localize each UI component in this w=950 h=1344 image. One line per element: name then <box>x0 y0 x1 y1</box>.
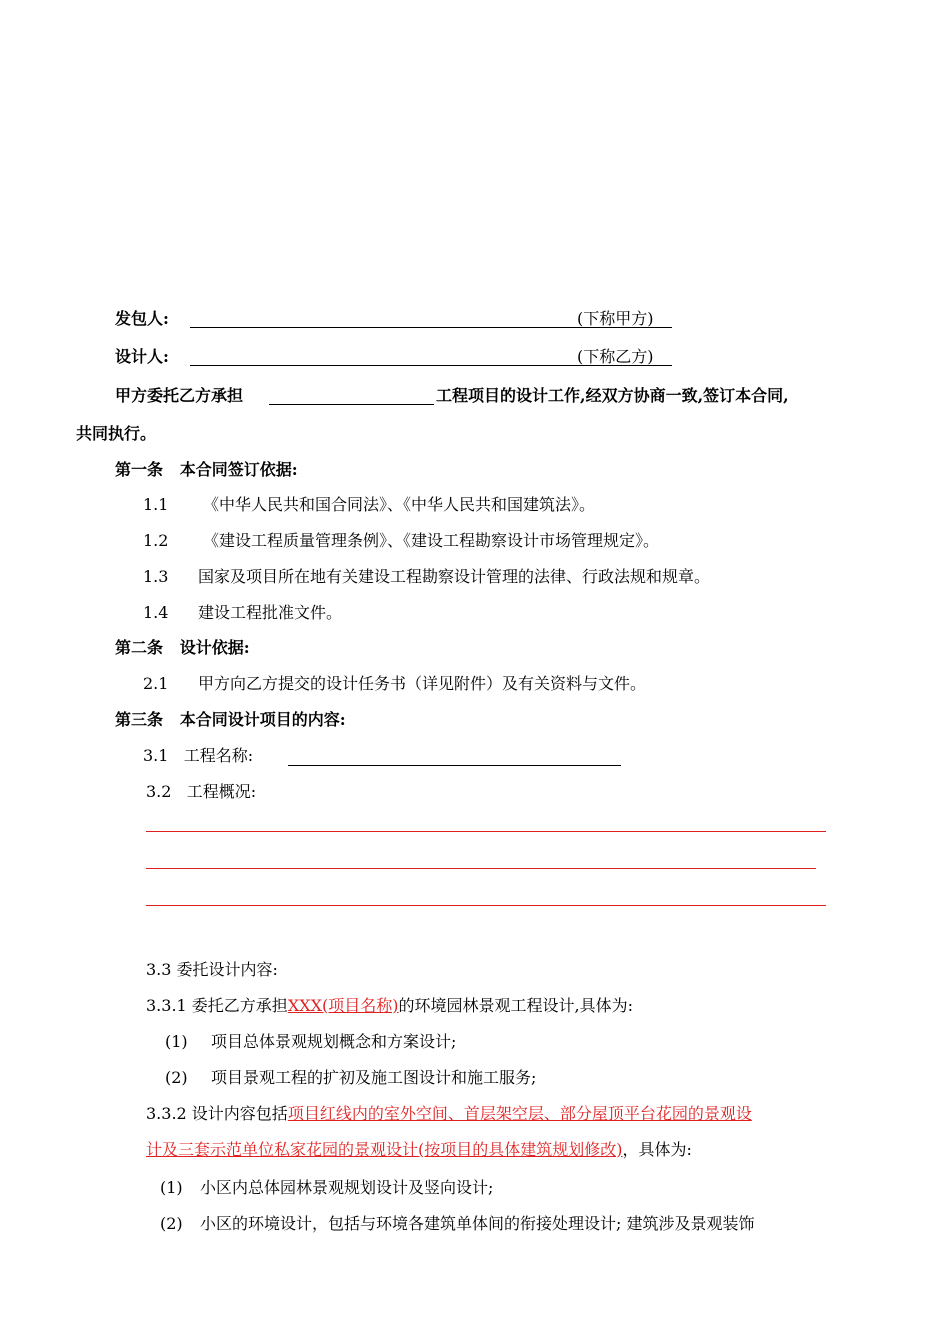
article1-item-num: 1.3 <box>143 567 169 586</box>
commission-label: 3.3 委托设计内容: <box>146 960 278 979</box>
article3-title: 第三条 本合同设计项目的内容: <box>115 710 346 729</box>
c331-item-text: 项目总体景观规划概念和方案设计; <box>211 1032 457 1051</box>
article1-item-text: 国家及项目所在地有关建设工程勘察设计管理的法律、行政法规和规章。 <box>198 567 711 586</box>
c332-item-num: (1) <box>160 1178 183 1197</box>
employer-label: 发包人: <box>115 309 169 328</box>
employer-suffix: (下称甲方) <box>577 309 654 328</box>
clause-332-line1 <box>146 1104 752 1124</box>
c331-item-num: (1) <box>165 1032 188 1051</box>
designer-suffix: (下称乙方) <box>577 347 654 366</box>
design-scope-red-text: 计及三套示范单位私家花园的景观设计(按项目的具体建筑规划修改) <box>146 1140 623 1159</box>
clause-331-prefix: 3.3.1 委托乙方承担 <box>146 996 288 1015</box>
article1-title: 第一条 本合同签订依据: <box>115 460 298 479</box>
intro-part2: 工程项目的设计工作,经双方协商一致,签订本合同, <box>436 386 789 405</box>
article1-item-text: 《中华人民共和国合同法》、《中华人民共和国建筑法》。 <box>203 495 596 514</box>
article2-item-text: 甲方向乙方提交的设计任务书（详见附件）及有关资料与文件。 <box>198 674 647 693</box>
c331-item-text: 项目景观工程的扩初及施工图设计和施工服务; <box>211 1068 537 1087</box>
overview-blank-line[interactable] <box>146 868 816 869</box>
intro-part3: 共同执行。 <box>76 424 157 443</box>
c332-item-text: 小区的环境设计，包括与环境各建筑单体间的衔接处理设计; 建筑涉及景观装饰 <box>200 1214 755 1233</box>
clause-332-suffix: ，具体为: <box>622 1140 692 1159</box>
c332-item-num: (2) <box>160 1214 183 1233</box>
article2-item-num: 2.1 <box>143 674 169 693</box>
intro-part1: 甲方委托乙方承担 <box>115 386 244 405</box>
article1-item-text: 建设工程批准文件。 <box>198 603 343 622</box>
c331-item-num: (2) <box>165 1068 188 1087</box>
c332-item-text: 小区内总体园林景观规划设计及竖向设计; <box>200 1178 494 1197</box>
project-name-label: 3.1 工程名称: <box>143 746 254 765</box>
clause-331 <box>146 996 633 1016</box>
design-scope-red-text: 项目红线内的室外空间、首层架空层、部分屋顶平台花园的景观设 <box>287 1104 752 1123</box>
article1-item-num: 1.4 <box>143 603 169 622</box>
project-name-placeholder: XXX(项目名称) <box>287 996 399 1015</box>
article2-title: 第二条 设计依据: <box>115 638 250 657</box>
overview-blank-line[interactable] <box>146 905 826 906</box>
project-blank[interactable] <box>269 404 434 405</box>
clause-331-suffix: 的环境园林景观工程设计,具体为: <box>398 996 633 1015</box>
designer-label: 设计人: <box>115 347 169 366</box>
article1-item-num: 1.2 <box>143 531 169 550</box>
project-overview-label: 3.2 工程概况: <box>146 782 257 801</box>
clause-332-prefix: 3.3.2 设计内容包括 <box>146 1104 288 1123</box>
clause-332-line2 <box>146 1140 692 1160</box>
project-name-blank[interactable] <box>288 765 621 766</box>
overview-blank-line[interactable] <box>146 831 826 832</box>
article1-item-text: 《建设工程质量管理条例》、《建设工程勘察设计市场管理规定》。 <box>203 531 660 550</box>
article1-item-num: 1.1 <box>143 495 169 514</box>
